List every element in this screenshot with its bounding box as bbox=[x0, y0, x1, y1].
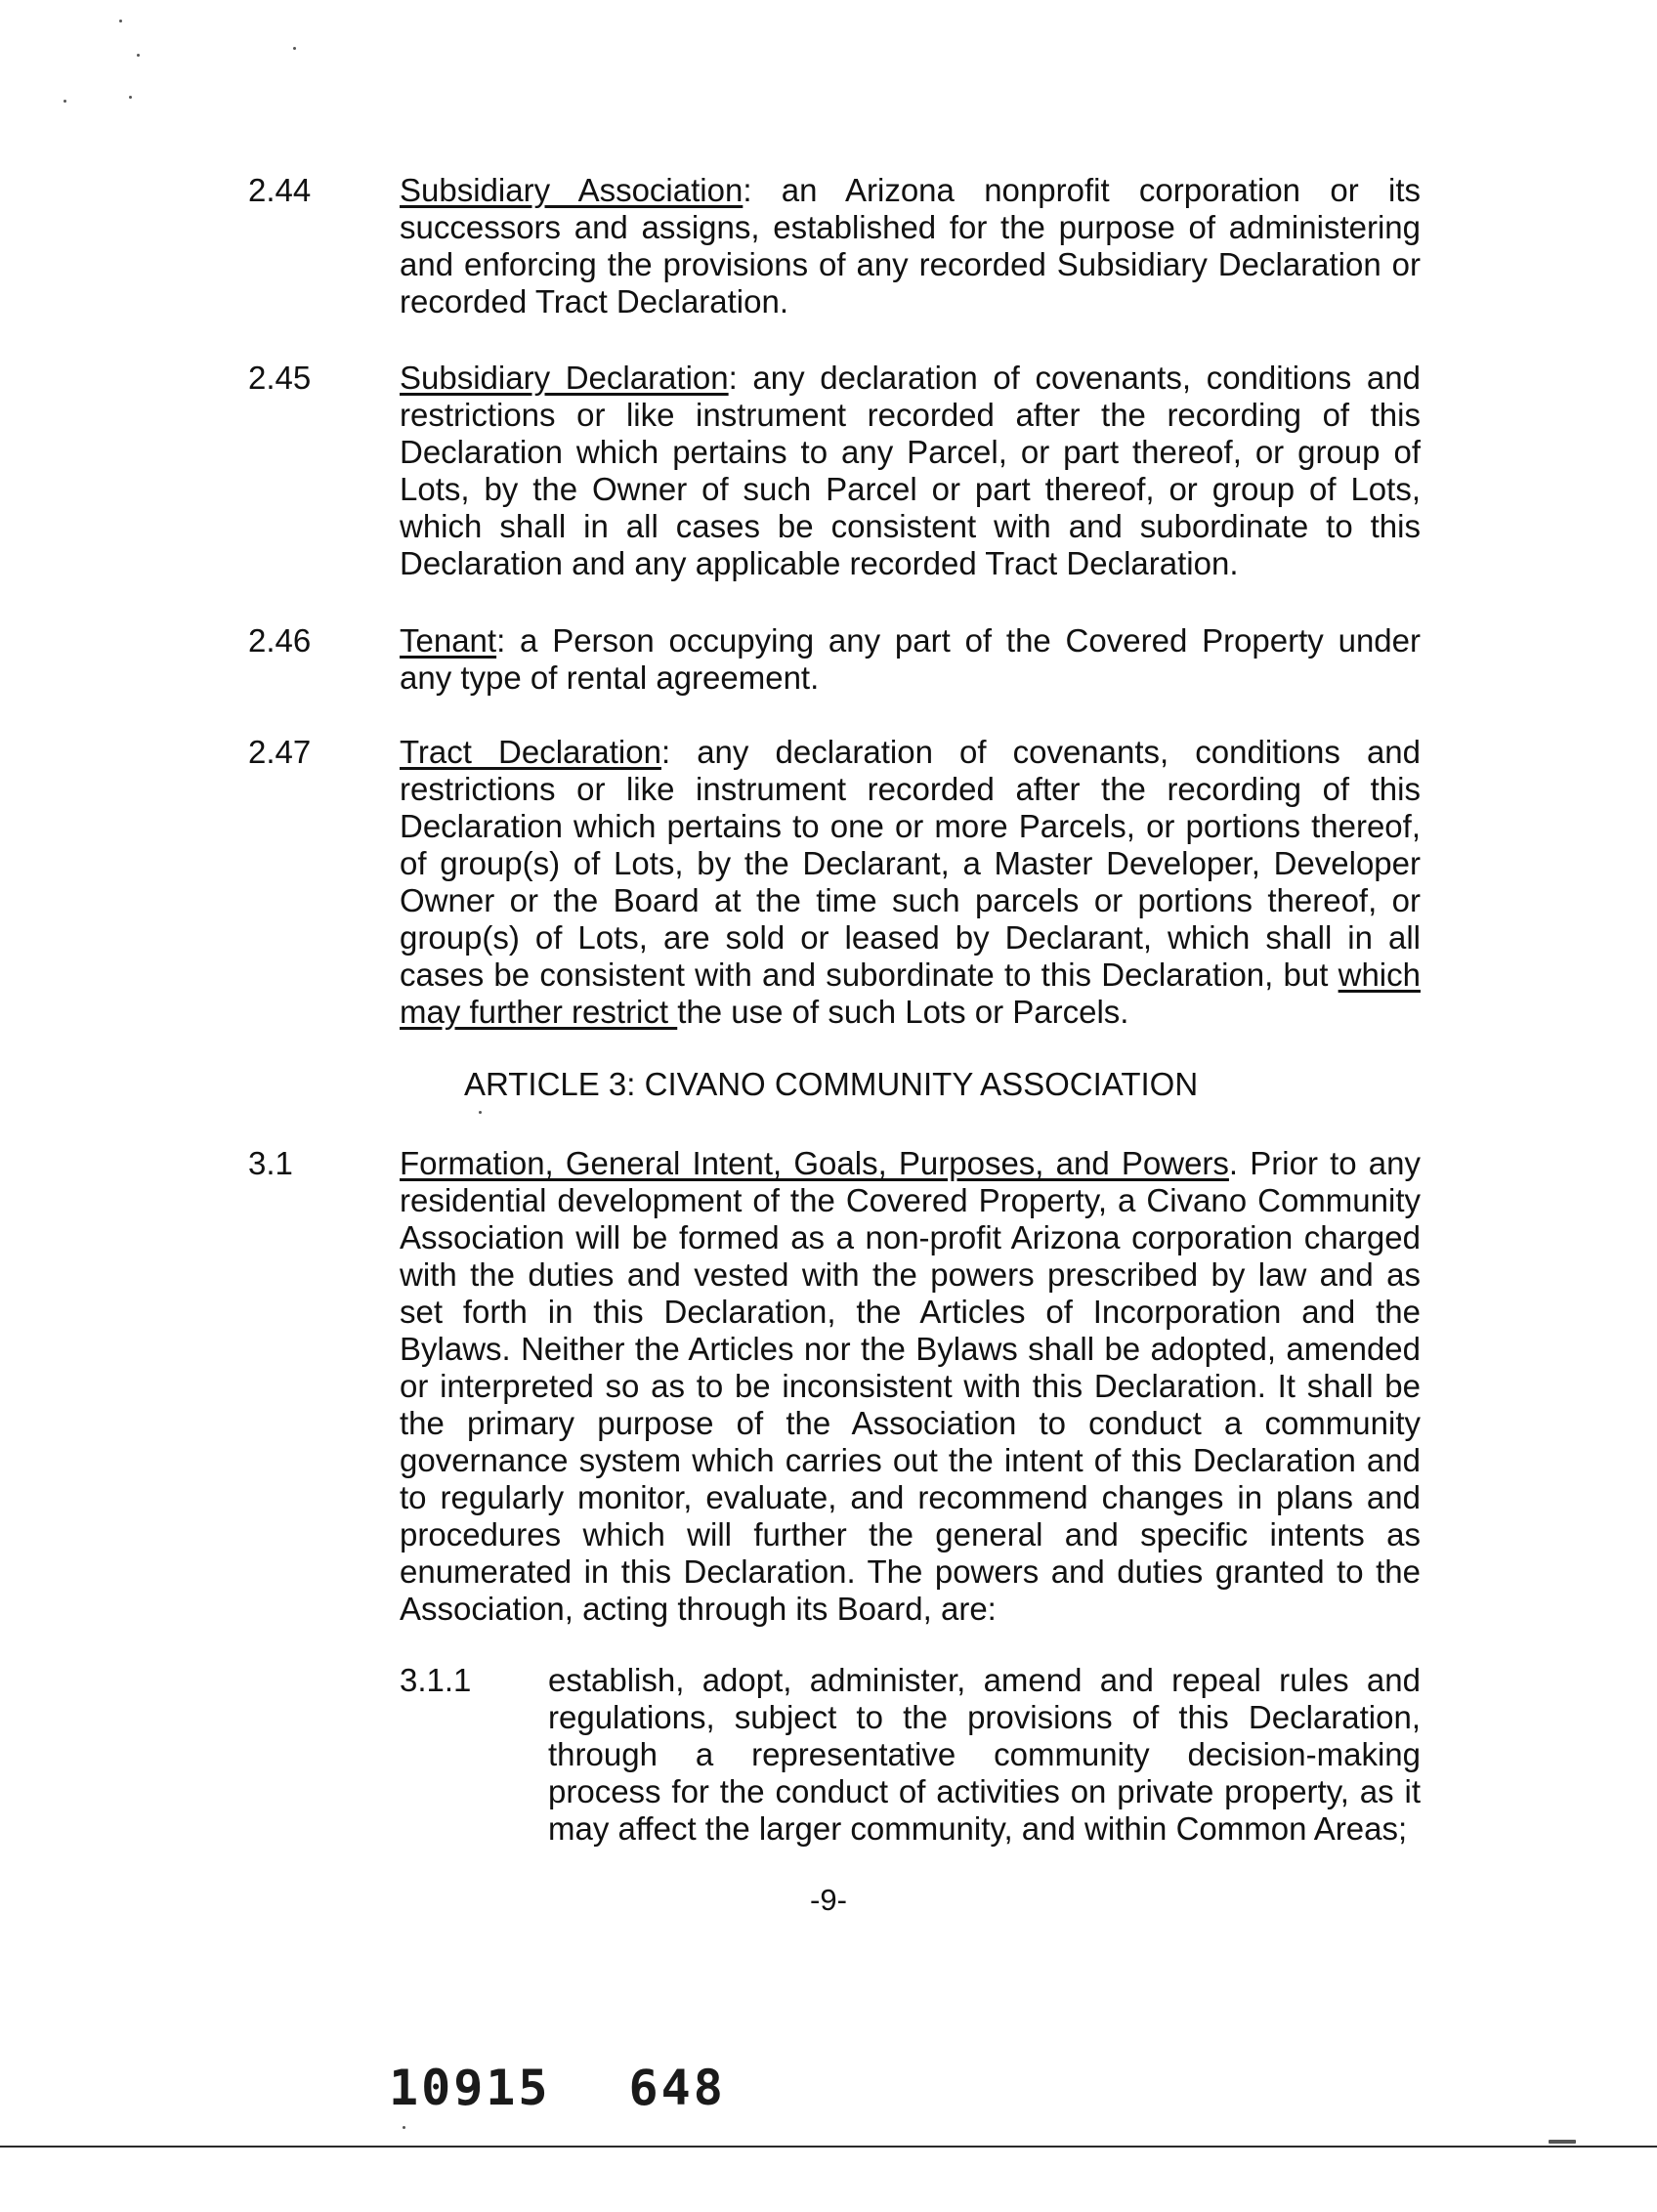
defined-term: Tract Declaration bbox=[400, 734, 661, 770]
page-number: -9- bbox=[810, 1883, 847, 1917]
defined-term: Tenant bbox=[400, 622, 497, 659]
article-heading: ARTICLE 3: CIVANO COMMUNITY ASSOCIATION bbox=[464, 1066, 1199, 1102]
recording-stamp bbox=[389, 2060, 726, 2116]
section-number: 3.1 bbox=[248, 1145, 293, 1181]
section-body bbox=[400, 622, 1421, 697]
section-body bbox=[400, 360, 1421, 582]
section-body bbox=[400, 734, 1421, 1031]
underlined-phrase: which may further restrict bbox=[400, 957, 1421, 1030]
scan-speck bbox=[479, 1111, 482, 1114]
bottom-rule bbox=[0, 2146, 1657, 2148]
stamp-page-number: 648 bbox=[628, 2060, 726, 2116]
scan-speck bbox=[64, 100, 66, 103]
definition-text: : any declaration of covenants, conditions and restrictions or like instrument recorded after the recording of this Declaration which pertains to any Parcel, or part thereof, or group of Lots, by the Owner of such Parcel or part thereof, or group of Lots, which shall in all cases be consistent with and subordinate to this Declaration and any applicable recorded Tract Declaration. bbox=[400, 360, 1421, 581]
scan-speck bbox=[129, 96, 132, 99]
scan-speck bbox=[293, 47, 296, 50]
definition-text: : a Person occupying any part of the Covered Property under any type of rental agreement. bbox=[400, 622, 1421, 696]
subsection-text: establish, adopt, administer, amend and repeal rules and regulations, subject to the provisions of this Declaration, through a representative community decision-making process for the conduct of activities on private property, as it may affect the larger community, and within Common Areas; bbox=[548, 1662, 1421, 1847]
definition-text: : any declaration of covenants, conditions and restrictions or like instrument recorded after the recording of this Declaration which pertains to one or more Parcels, or portions thereof, of group(s) of Lots, by the Declarant, a Master Developer, Developer Owner or the Board at the time such parcels or portions thereof, or group(s) of Lots, are sold or leased by Declarant, which shall in all cases be consistent with and subordinate to this Declaration, but bbox=[400, 734, 1422, 993]
defined-term: Subsidiary Declaration bbox=[400, 360, 729, 396]
section-title: Formation, General Intent, Goals, Purposes, and Powers bbox=[400, 1145, 1229, 1181]
section-number: 2.46 bbox=[248, 622, 312, 659]
definition-tail: the use of such Lots or Parcels. bbox=[677, 994, 1129, 1030]
section-number: 2.44 bbox=[248, 172, 312, 208]
section-number: 2.47 bbox=[248, 734, 312, 770]
docket-number: 10915 bbox=[389, 2060, 551, 2116]
section-body bbox=[400, 1145, 1421, 1628]
scan-speck bbox=[137, 54, 140, 57]
subsection-number: 3.1.1 bbox=[400, 1662, 472, 1698]
scan-speck bbox=[119, 20, 122, 22]
scan-speck bbox=[1549, 2140, 1576, 2144]
definition-text: : an Arizona nonprofit corporation or its successors and assigns, established for the purpose of administering and enforcing the provisions of any recorded Subsidiary Declaration or recorded Tract Declaration. bbox=[400, 172, 1421, 319]
defined-term: Subsidiary Association bbox=[400, 172, 744, 208]
scan-speck bbox=[403, 2126, 405, 2129]
section-number: 2.45 bbox=[248, 360, 312, 396]
section-text: . Prior to any residential development of the Covered Property, a Civano Community Association will be formed as a non-profit Arizona corporation charged with the duties and vested with the powers prescribed by law and as set forth in this Declaration, the Articles of Incorporation and the Bylaws. Neither the Articles nor the Bylaws shall be adopted, amended or interpreted so as to be inconsistent with this Declaration. It shall be the primary purpose of the Association to conduct a community governance system which carries out the intent of this Declaration and to regularly monitor, evaluate, and recommend changes in plans and procedures which will further the general and specific intents as enumerated in this Declaration. The powers and duties granted to the Association, acting through its Board, are: bbox=[400, 1145, 1421, 1627]
section-body bbox=[400, 172, 1421, 320]
